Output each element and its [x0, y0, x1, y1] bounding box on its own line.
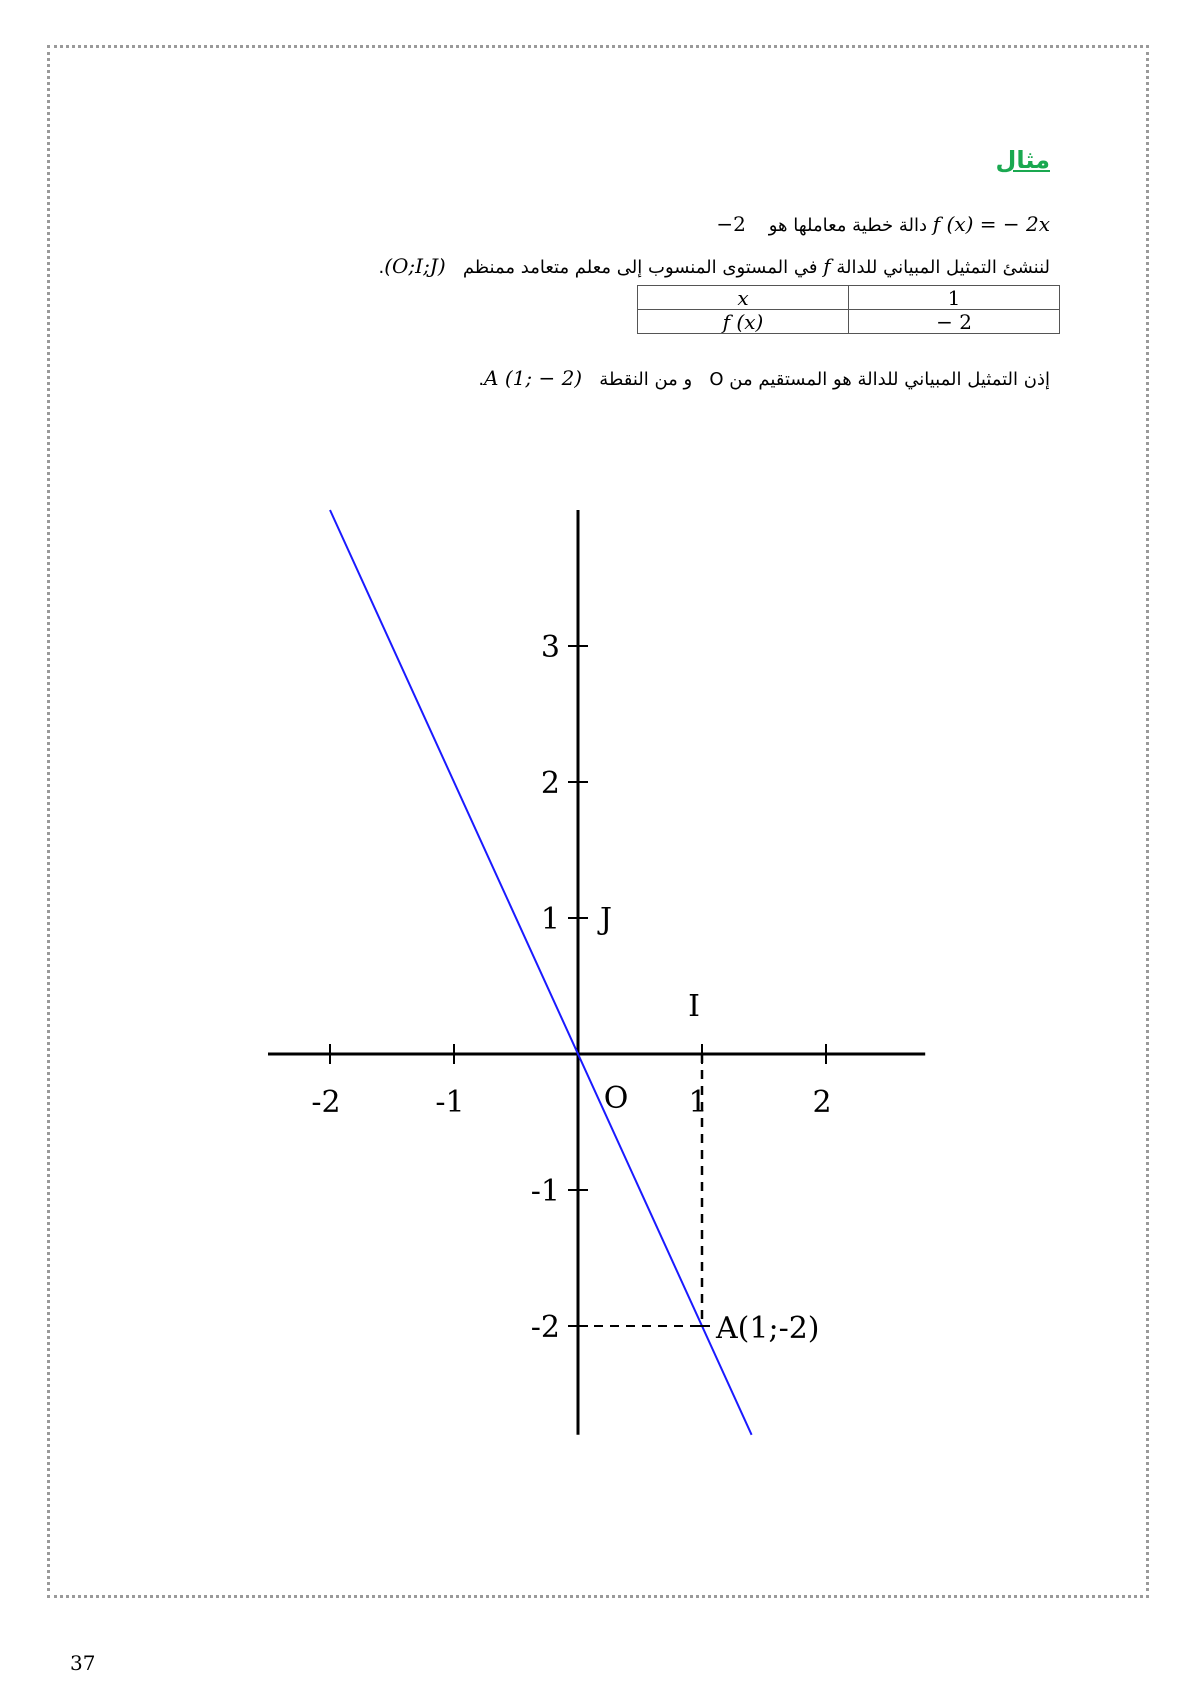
- x-tick-label: 1: [688, 1085, 708, 1120]
- x-label-cell: x: [638, 286, 849, 310]
- construction-text-b: في المستوى المنسوب إلى معلم متعامد ممنظم: [462, 257, 818, 278]
- function-formula: f (x) = − 2x: [932, 212, 1050, 236]
- point-label: A(1;-2): [716, 1311, 820, 1346]
- y-tick-label: -2: [530, 1310, 560, 1345]
- x-tick-label: -2: [311, 1085, 341, 1120]
- construction-text-a: لننشئ التمثيل المبياني للدالة: [836, 257, 1050, 278]
- fx-value-cell: − 2: [849, 310, 1060, 334]
- example-heading: مثال: [995, 146, 1050, 174]
- coefficient-value: −2: [716, 212, 746, 236]
- x-value-cell: 1: [849, 286, 1060, 310]
- x-tick-label: -1: [435, 1085, 465, 1120]
- y-tick-label: 2: [540, 766, 560, 801]
- conclusion-text-a: إذن التمثيل المبياني للدالة هو المستقيم من: [729, 369, 1050, 390]
- construction-end: .: [378, 257, 385, 278]
- y-tick-label: 3: [540, 630, 560, 665]
- page-number: 37: [70, 1651, 96, 1675]
- definition-text: دالة خطية معاملها هو: [768, 215, 928, 236]
- point-notation: A (1; − 2): [484, 366, 583, 390]
- frame-notation: (O;I;J): [384, 254, 446, 278]
- j-label: J: [599, 902, 613, 937]
- conclusion-end: .: [478, 369, 485, 390]
- conclusion-text-b: و من النقطة: [599, 369, 693, 390]
- y-tick-label: 1: [540, 902, 560, 937]
- origin-letter: O: [709, 369, 724, 390]
- x-tick-label: 2: [812, 1085, 832, 1120]
- fx-label-cell: f (x): [638, 310, 849, 334]
- origin-label: O: [603, 1081, 629, 1116]
- y-tick-label: -1: [530, 1174, 560, 1209]
- i-label: I: [688, 989, 700, 1024]
- function-name: f: [823, 254, 831, 278]
